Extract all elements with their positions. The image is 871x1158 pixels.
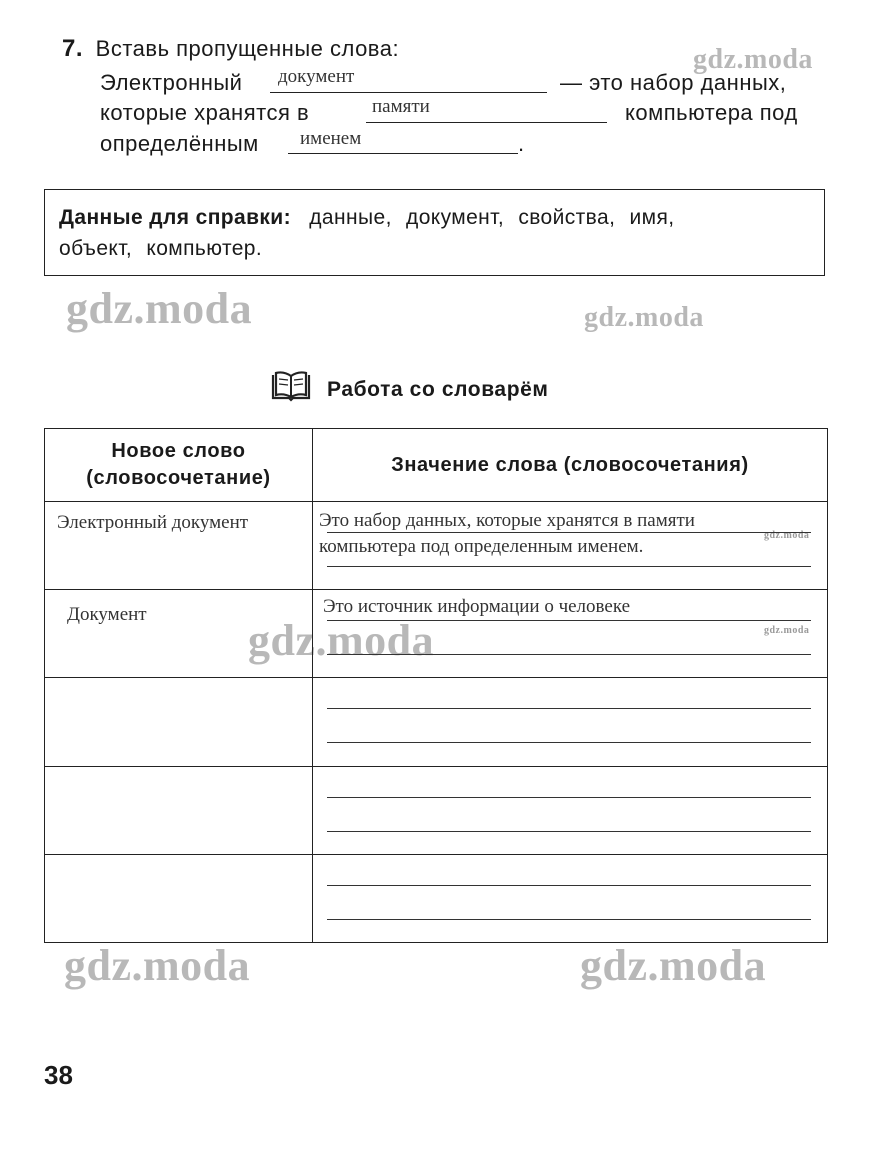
writing-line xyxy=(327,620,811,621)
column-header-new-word-line1: Новое слово xyxy=(111,440,246,463)
task-instruction: Вставь пропущенные слова: xyxy=(95,36,400,61)
row-2-word: Документ xyxy=(67,604,147,626)
dictionary-title: Работа со словарём xyxy=(327,378,549,401)
row-1-meaning-line2: компьютера под определенным именем. xyxy=(319,536,644,558)
column-header-new-word-line2: (словосочетание) xyxy=(86,467,271,490)
writing-line xyxy=(327,708,811,709)
word-cell[interactable] xyxy=(45,766,313,854)
writing-line xyxy=(327,566,811,567)
blank-1[interactable] xyxy=(270,92,547,93)
writing-line xyxy=(327,885,811,886)
task-line3-start: определённым xyxy=(100,131,259,156)
meaning-cell[interactable] xyxy=(313,766,828,854)
reference-line-2 xyxy=(59,237,262,261)
column-header-meaning: Значение слова (словосочетания) xyxy=(313,429,828,502)
watermark-top-right: gdz.moda xyxy=(693,44,813,75)
watermark-bottom-right: gdz.moda xyxy=(580,941,767,990)
reference-words-1: данные, документ, свойства, имя, xyxy=(309,206,675,229)
task-line2-end: компьютера под xyxy=(625,100,798,125)
table-row xyxy=(45,678,828,766)
task-line1-end: — это набор данных, xyxy=(560,70,787,95)
watermark-row2-small: gdz.moda xyxy=(764,625,810,636)
blank-3-answer: именем xyxy=(300,128,362,149)
word-cell[interactable] xyxy=(45,854,313,942)
watermark-bottom-left: gdz.moda xyxy=(64,941,251,990)
table-row xyxy=(45,854,828,942)
table-row xyxy=(45,502,828,590)
meaning-cell[interactable] xyxy=(313,502,828,590)
writing-line xyxy=(327,919,811,920)
watermark-center: gdz.moda xyxy=(248,616,435,665)
writing-line xyxy=(327,797,811,798)
table-row xyxy=(45,590,828,678)
task-line2-start: которые хранятся в xyxy=(100,100,310,125)
reference-line-1 xyxy=(59,206,675,230)
reference-label: Данные для справки: xyxy=(59,206,292,229)
writing-line xyxy=(327,742,811,743)
dictionary-table xyxy=(44,428,828,943)
page-number: 38 xyxy=(44,1060,73,1090)
blank-3[interactable] xyxy=(288,153,518,154)
writing-line xyxy=(327,532,811,533)
blank-2[interactable] xyxy=(366,122,607,123)
task-line1-start: Электронный xyxy=(100,70,243,95)
reference-box xyxy=(44,189,825,276)
meaning-cell[interactable] xyxy=(313,678,828,766)
word-cell[interactable] xyxy=(45,678,313,766)
blank-2-answer: памяти xyxy=(372,96,430,117)
watermark-right-1: gdz.moda xyxy=(584,302,704,333)
table-header-row xyxy=(45,429,828,502)
task-7-heading xyxy=(62,35,399,63)
reference-words-2: объект, компьютер. xyxy=(59,237,263,260)
task-line3-end: . xyxy=(518,131,525,156)
row-1-meaning-line1: Это набор данных, которые хранятся в памяти xyxy=(319,510,695,532)
row-1-word: Электронный документ xyxy=(57,512,249,534)
open-book-icon xyxy=(270,370,312,402)
blank-1-answer: документ xyxy=(278,66,355,87)
row-2-meaning-line1: Это источник информации о человеке xyxy=(323,596,631,618)
task-number: 7. xyxy=(62,35,84,62)
word-cell[interactable] xyxy=(45,502,313,590)
watermark-row1-small: gdz.moda xyxy=(764,530,810,541)
watermark-left-1: gdz.moda xyxy=(66,284,253,333)
meaning-cell[interactable] xyxy=(313,854,828,942)
writing-line xyxy=(327,831,811,832)
column-header-new-word xyxy=(45,429,313,502)
word-cell[interactable] xyxy=(45,590,313,678)
meaning-cell[interactable] xyxy=(313,590,828,678)
table-row xyxy=(45,766,828,854)
writing-line xyxy=(327,654,811,655)
